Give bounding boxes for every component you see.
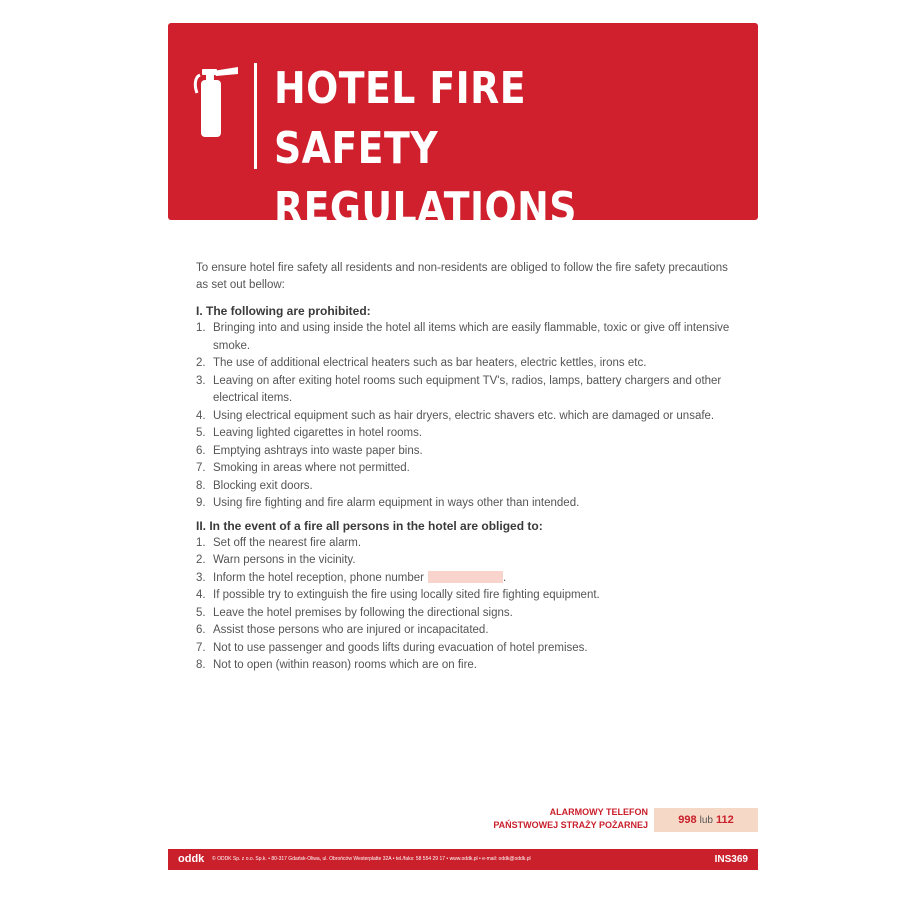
item-text: Using fire fighting and fire alarm equipment in ways other than intended.	[213, 497, 580, 509]
fire-event-list	[196, 535, 741, 675]
footer-contact-text: © ODDK Sp. z o.o. Sp.k. • 80-317 Gdańsk-Oliwa, ul. Obrońców Westerplatte 32A • tel./faks: 58 554 29 17 • www.oddk.pl • e-mail: oddk@oddk.pl	[212, 856, 531, 862]
item-text: If possible try to extinguish the fire using locally sited fire fighting equipment.	[213, 589, 600, 601]
item-text: The use of additional electrical heaters such as bar heaters, electric kettles, irons etc.	[213, 357, 647, 369]
item-text: Emptying ashtrays into waste paper bins.	[213, 444, 423, 457]
list-item	[196, 657, 741, 675]
list-item	[196, 408, 741, 426]
item-number: 7.	[196, 462, 206, 474]
item-number: 9.	[196, 497, 206, 509]
item-suffix: .	[502, 571, 507, 584]
emergency-numbers	[654, 808, 758, 832]
page-title	[274, 59, 690, 239]
title-line-1: HOTEL FIRE SAFETY	[274, 63, 527, 174]
list-item	[196, 425, 741, 443]
item-text: Smoking in areas where not permitted.	[213, 462, 410, 474]
item-number: 4.	[196, 409, 206, 422]
emergency-number-separator: lub	[699, 815, 713, 826]
phone-number-blank	[428, 571, 503, 583]
list-item	[196, 570, 741, 588]
prohibited-list	[196, 320, 741, 513]
emergency-phone-label	[493, 806, 648, 832]
item-text: Warn persons in the vicinity.	[213, 554, 356, 566]
item-text: Not to open (within reason) rooms which are on fire.	[213, 659, 477, 671]
footer-bar	[168, 849, 758, 870]
item-text: Inform the hotel reception, phone number	[213, 571, 424, 584]
item-text: Leaving on after exiting hotel rooms such equipment TV's, radios, lamps, battery chargers and other electrical items.	[213, 374, 722, 404]
item-text: Leaving lighted cigarettes in hotel rooms.	[213, 427, 423, 439]
header-banner	[168, 23, 758, 234]
item-number: 6.	[196, 624, 206, 636]
oddk-logo: oddk	[178, 853, 205, 865]
item-number: 5.	[196, 606, 206, 619]
list-item	[196, 605, 741, 623]
item-text: Bringing into and using inside the hotel all items which are easily flammable, toxic or give off intensive smoke.	[213, 322, 730, 352]
item-number: 2.	[196, 554, 206, 566]
list-item	[196, 587, 741, 605]
item-number: 2.	[196, 357, 206, 369]
item-number: 1.	[196, 322, 206, 334]
product-code: INS369	[714, 854, 748, 865]
item-number: 8.	[196, 659, 206, 671]
item-number: 3.	[196, 374, 206, 387]
item-text: Leave the hotel premises by following the directional signs.	[213, 606, 513, 619]
item-text: Set off the nearest fire alarm.	[213, 536, 362, 549]
intro-text: To ensure hotel fire safety all residents and non-residents are obliged to follow the fire safety precautions as set out bellow:	[196, 262, 728, 291]
section-prohibited-heading: I. The following are prohibited:	[196, 304, 371, 318]
list-item	[196, 373, 741, 408]
emergency-phone-block	[470, 806, 760, 836]
item-number: 4.	[196, 589, 206, 601]
list-item	[196, 320, 741, 355]
list-item	[196, 535, 741, 553]
item-text: Not to use passenger and goods lifts during evacuation of hotel premises.	[213, 641, 588, 654]
item-text: Using electrical equipment such as hair dryers, electric shavers etc. which are damaged or unsafe.	[213, 409, 715, 422]
list-item	[196, 443, 741, 461]
list-item	[196, 478, 741, 496]
emergency-number-2: 112	[715, 814, 734, 826]
title-line-2: REGULATIONS	[274, 183, 577, 234]
list-item	[196, 552, 741, 570]
item-number: 6.	[196, 444, 206, 457]
list-item	[196, 355, 741, 373]
item-text: Blocking exit doors.	[213, 479, 313, 492]
fire-extinguisher-icon	[192, 65, 242, 139]
list-item	[196, 460, 741, 478]
item-number: 8.	[196, 479, 206, 492]
item-number: 5.	[196, 427, 206, 439]
item-number: 1.	[196, 536, 206, 549]
item-number: 3.	[196, 571, 206, 584]
emergency-label-line-1: ALARMOWY TELEFON	[549, 807, 648, 817]
section-fire-event-heading: II. In the event of a fire all persons in the hotel are obliged to:	[196, 518, 543, 533]
item-number: 7.	[196, 641, 206, 654]
list-item	[196, 495, 741, 513]
list-item	[196, 640, 741, 658]
emergency-number-1: 998	[678, 814, 697, 826]
item-text: Assist those persons who are injured or incapacitated.	[213, 624, 489, 636]
header-divider	[254, 63, 257, 169]
list-item	[196, 622, 741, 640]
emergency-label-line-2: PAŃSTWOWEJ STRAŻY POŻARNEJ	[493, 820, 648, 830]
regulations-body	[196, 260, 741, 679]
